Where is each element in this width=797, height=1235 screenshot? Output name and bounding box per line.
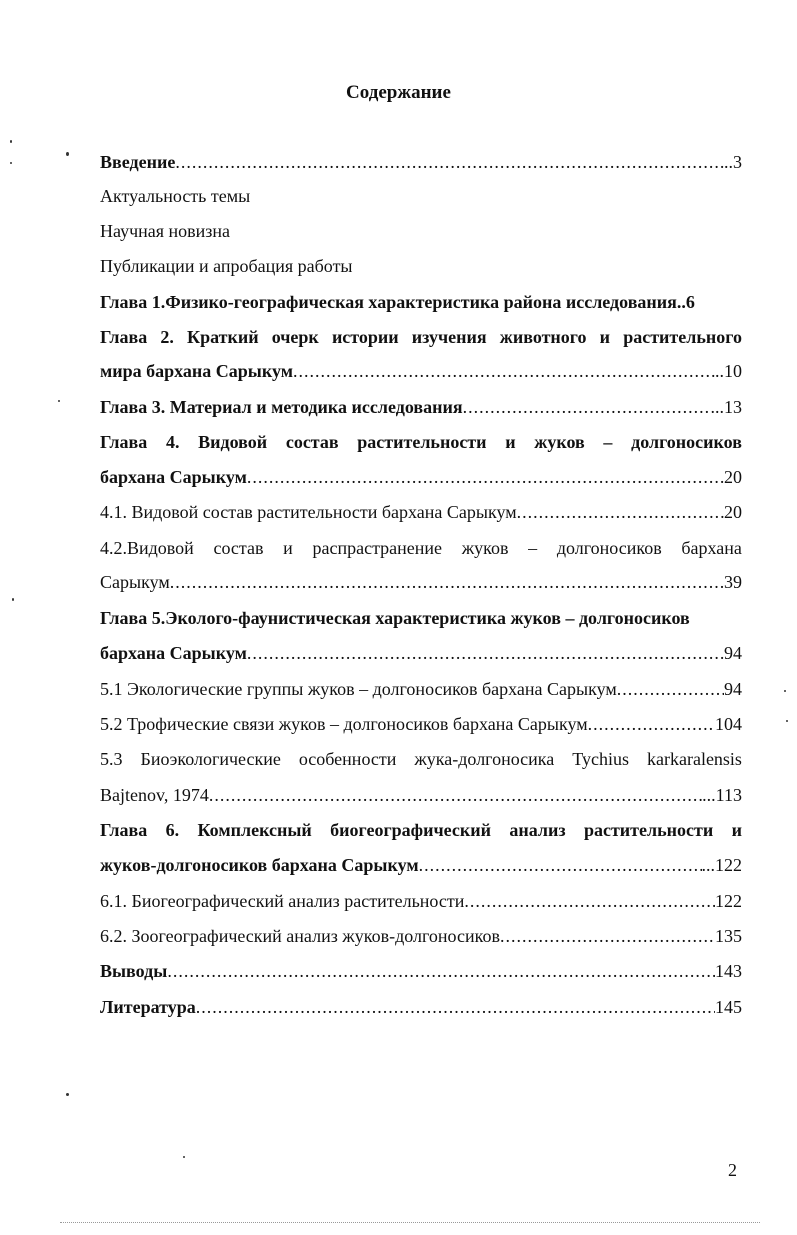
word: Краткий xyxy=(187,327,259,347)
word: 4. xyxy=(165,432,180,452)
toc-entry-chapter-5[interactable]: Глава 5.Эколого-фаунистическая характеристика жуков – долгоносиков xyxy=(100,608,690,628)
toc-entry-conclusions[interactable] xyxy=(100,958,742,984)
toc-entry-chapter-2-cont[interactable] xyxy=(100,358,742,384)
toc-entry-section-6-1[interactable] xyxy=(100,888,742,914)
toc-subitem-publications[interactable]: Публикации и апробация работы xyxy=(100,256,353,276)
toc-entry-section-5-1[interactable] xyxy=(100,676,742,702)
word: истории xyxy=(331,327,399,347)
word: и xyxy=(283,538,293,558)
word: и xyxy=(731,820,742,840)
word: растительного xyxy=(623,327,742,347)
toc-subitem-novelty[interactable]: Научная новизна xyxy=(100,221,231,241)
leader-dots xyxy=(517,499,724,525)
leader-dots xyxy=(209,782,702,808)
toc-entry-label: 5.1 Экологические группы жуков – долгоносиков бархана Сарыкум xyxy=(100,679,617,699)
scan-edge-noise xyxy=(60,1222,760,1225)
scan-speck xyxy=(784,690,786,692)
word: 4.2.Видовой xyxy=(100,538,194,558)
scan-speck xyxy=(66,152,69,156)
leader-dots xyxy=(175,149,724,175)
word: бархана xyxy=(681,538,742,558)
toc-entry-label: Глава 3. Материал и методика исследования xyxy=(100,397,463,417)
leader-dots xyxy=(247,464,724,490)
word: долгоносиков xyxy=(631,432,742,452)
toc-entry-chapter-3[interactable] xyxy=(100,394,742,420)
word: состав xyxy=(213,538,264,558)
toc-entry-section-4-2-cont[interactable] xyxy=(100,569,742,595)
toc-entry-label: Bajtenov, 1974 xyxy=(100,785,209,805)
toc-entry-label: Выводы xyxy=(100,961,168,981)
toc-entry-section-5-3[interactable] xyxy=(100,746,742,772)
toc-page-number: 20 xyxy=(724,502,742,522)
leader-dots xyxy=(247,640,724,666)
page-title: Содержание xyxy=(346,82,451,103)
word: Биоэкологические xyxy=(140,749,281,769)
toc-entry-label: 6.1. Биогеографический анализ растительности xyxy=(100,891,465,911)
word: – xyxy=(603,432,613,452)
toc-entry-label: 5.2 Трофические связи жуков – долгоносиков бархана Сарыкум xyxy=(100,714,588,734)
toc-entry-chapter-4[interactable] xyxy=(100,429,742,455)
toc-page-number: ...13 xyxy=(710,397,742,417)
word: и xyxy=(599,327,611,347)
leader-dots xyxy=(588,711,715,737)
toc-entry-label: бархана Сарыкум xyxy=(100,467,247,487)
word: жуков xyxy=(461,538,509,558)
toc-entry-section-5-3-cont[interactable] xyxy=(100,782,742,808)
toc-entry-label: жуков-долгоносиков бархана Сарыкум xyxy=(100,855,419,875)
toc-subitem-relevance[interactable]: Актуальность темы xyxy=(100,186,251,206)
toc-entry-section-5-2[interactable] xyxy=(100,711,742,737)
toc-page-number: ..3 xyxy=(724,152,742,172)
leader-dots xyxy=(167,958,715,984)
scan-speck xyxy=(10,162,12,164)
word: 6. xyxy=(165,820,180,840)
word: 2. xyxy=(160,327,174,347)
toc-page-number: 143 xyxy=(715,961,742,981)
word: Tychius xyxy=(572,749,629,769)
toc-entry-chapter-6-cont[interactable] xyxy=(100,852,742,878)
toc-entry-label: Литература xyxy=(100,997,196,1017)
word: растительности xyxy=(357,432,487,452)
word: karkaralensis xyxy=(646,749,742,769)
toc-entry-label: 6.2. Зоогеографический анализ жуков-долгоносиков xyxy=(100,926,500,946)
word: животного xyxy=(499,327,587,347)
toc-page-number: ...122 xyxy=(701,855,742,875)
word: и xyxy=(505,432,516,452)
scan-speck xyxy=(66,1093,69,1096)
word: распраcтранение xyxy=(312,538,443,558)
toc-page-number: 94 xyxy=(724,643,742,663)
word: изучения xyxy=(411,327,487,347)
toc-page-number: 122 xyxy=(715,891,742,911)
toc-entry-intro[interactable] xyxy=(100,149,742,175)
toc-entry-chapter-1[interactable] xyxy=(100,289,742,315)
toc-entry-chapter-4-cont[interactable] xyxy=(100,464,742,490)
toc-entry-label: Сарыкум xyxy=(100,572,170,592)
toc-page-number: 94 xyxy=(724,679,742,699)
toc-entry-section-4-2[interactable] xyxy=(100,535,742,561)
toc-entry-chapter-5-cont[interactable] xyxy=(100,640,742,666)
scan-speck xyxy=(183,1156,185,1158)
toc-page-number: 104 xyxy=(715,714,742,734)
word: Глава xyxy=(100,820,148,840)
leader-dots xyxy=(293,358,715,384)
word: растительности xyxy=(583,820,714,840)
leader-dots xyxy=(464,888,715,914)
toc-entry-label: Введение xyxy=(100,152,176,172)
toc-entry-section-4-1[interactable] xyxy=(100,499,742,525)
leader-dots xyxy=(463,394,711,420)
scan-speck xyxy=(12,598,14,601)
toc-entry-section-6-2[interactable] xyxy=(100,923,742,949)
toc-entry-label: 4.1. Видовой состав растительности бархана Сарыкум xyxy=(100,502,517,522)
toc-page-number: 39 xyxy=(724,572,742,592)
toc-entry-literature[interactable] xyxy=(100,994,742,1020)
toc-page-number: ..6 xyxy=(676,292,695,312)
word: Глава xyxy=(100,432,148,452)
word: очерк xyxy=(271,327,319,347)
word: долгоносиков xyxy=(556,538,662,558)
word: биогеографический xyxy=(330,820,491,840)
word: жуков xyxy=(534,432,585,452)
leader-dots xyxy=(196,994,715,1020)
word: анализ xyxy=(509,820,566,840)
word: жука-долгоносика xyxy=(414,749,555,769)
toc-entry-chapter-2[interactable] xyxy=(100,324,742,350)
word: 5.3 xyxy=(100,749,123,769)
scan-speck xyxy=(58,400,60,402)
leader-dots xyxy=(500,923,715,949)
leader-dots xyxy=(617,676,724,702)
word: особенности xyxy=(298,749,397,769)
leader-dots xyxy=(419,852,702,878)
word: Комплексный xyxy=(197,820,312,840)
toc-entry-label: мира бархана Сарыкум xyxy=(100,361,293,381)
word: состав xyxy=(285,432,339,452)
word: – xyxy=(528,538,538,558)
toc-page-number: ..10 xyxy=(715,361,742,381)
scan-speck xyxy=(786,720,788,722)
toc-entry-chapter-6[interactable] xyxy=(100,817,742,843)
page-number: 2 xyxy=(728,1160,737,1180)
toc-page-number: ...113 xyxy=(702,785,742,805)
word: Видовой xyxy=(198,432,268,452)
word: Глава xyxy=(100,327,148,347)
scan-speck xyxy=(10,140,12,143)
toc-page-number: 20 xyxy=(724,467,742,487)
toc-page-number: 135 xyxy=(715,926,742,946)
toc-entry-label: бархана Сарыкум xyxy=(100,643,247,663)
leader-dots xyxy=(170,569,724,595)
toc-entry-label: Глава 1.Физико-географическая характеристика района исследования xyxy=(100,292,677,312)
toc-page-number: 145 xyxy=(715,997,742,1017)
